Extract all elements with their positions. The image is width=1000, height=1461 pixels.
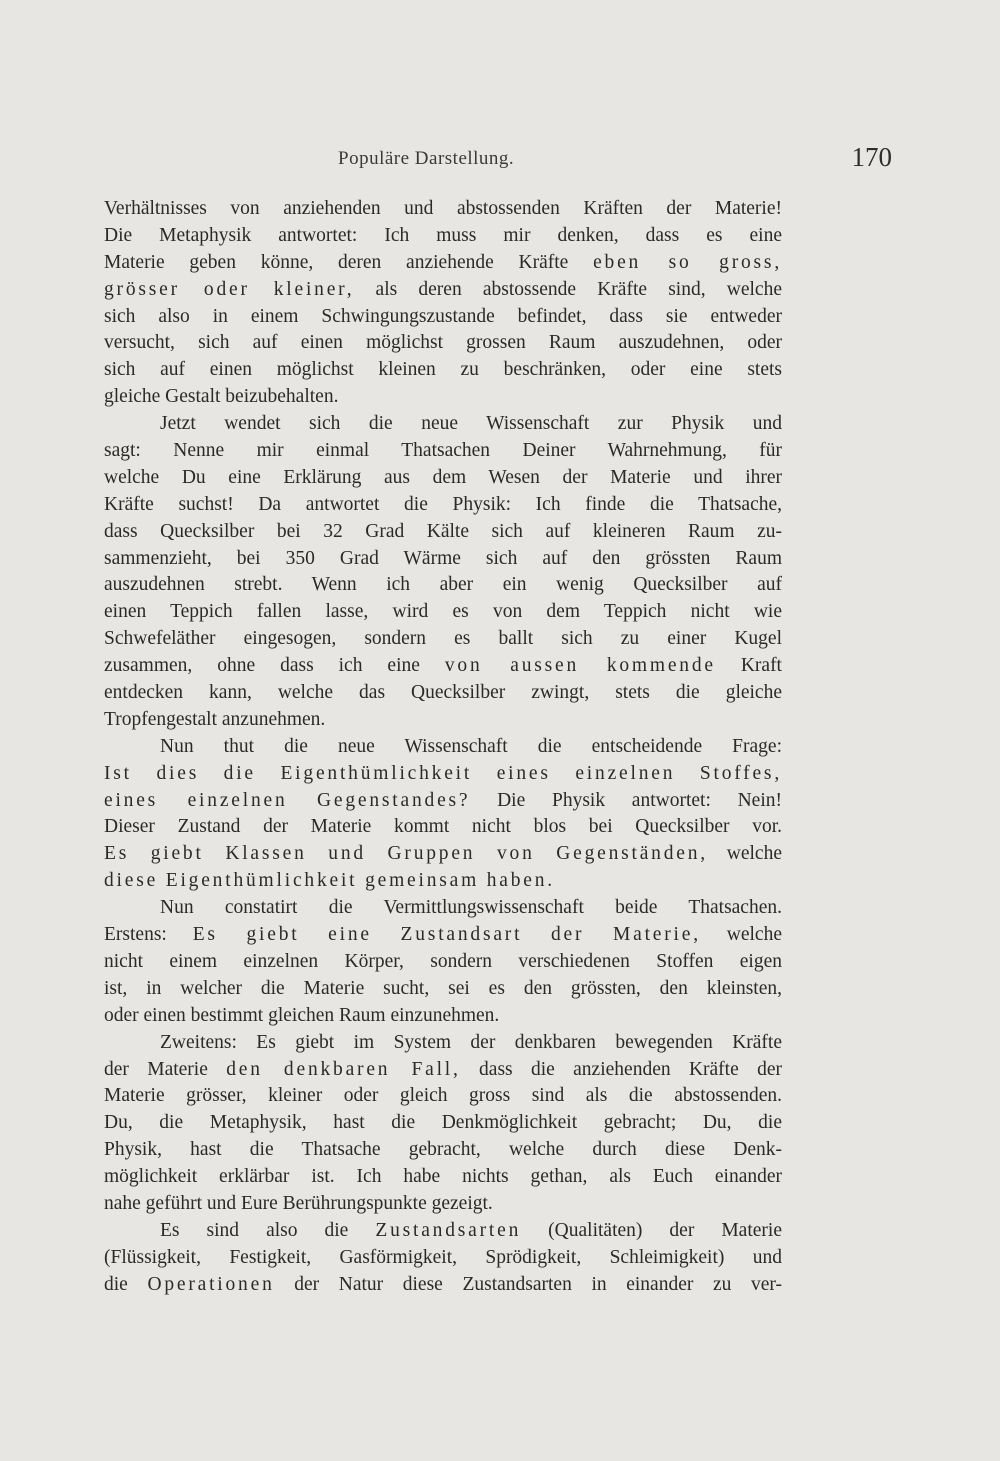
- text-segment: Physik, hast die Thatsache gebracht, welche durch diese Denk-: [104, 1139, 782, 1161]
- text-segment: nahe geführt und Eure Berührungspunkte gezeigt.: [104, 1192, 493, 1214]
- text-segment: Schwefeläther eingesogen, sondern es ballt sich zu einer Kugel: [104, 628, 782, 650]
- text-line: [104, 626, 782, 653]
- text-line: [104, 761, 782, 788]
- text-line: [104, 1057, 782, 1084]
- text-segment: Zweitens: Es giebt im System der denkbaren bewegenden Kräfte: [160, 1031, 782, 1053]
- text-segment: Dieser Zustand der Materie kommt nicht blos bei Quecksilber vor.: [104, 816, 782, 838]
- text-segment: Kraft: [715, 655, 782, 677]
- text-segment: möglichkeit erklärbar ist. Ich habe nichts gethan, als Euch einander: [104, 1166, 782, 1188]
- text-line: [104, 304, 782, 331]
- text-line: [104, 922, 782, 949]
- text-segment: versucht, sich auf einen möglichst grossen Raum auszudehnen, oder: [104, 332, 782, 354]
- text-line: [104, 330, 782, 357]
- text-line: [104, 411, 782, 438]
- text-segment: sagt: Nenne mir einmal Thatsachen Deiner Wahrnehmung, für: [104, 440, 782, 462]
- spaced-emphasis: den denkbaren Fall,: [226, 1058, 461, 1080]
- text-line: [104, 653, 782, 680]
- text-line: [104, 707, 782, 734]
- text-line: [104, 196, 782, 223]
- text-segment: Die Physik antwortet: Nein!: [470, 789, 782, 811]
- text-segment: Kräfte suchst! Da antwortet die Physik: Ich finde die Thatsache,: [104, 493, 782, 515]
- spaced-emphasis: eben so gross,: [593, 251, 782, 273]
- text-segment: (Flüssigkeit, Festigkeit, Gasförmigkeit, Sprödigkeit, Schleimigkeit) und: [104, 1246, 782, 1268]
- text-line: [104, 519, 782, 546]
- text-segment: sich auf einen möglichst kleinen zu beschränken, oder eine stets: [104, 359, 782, 381]
- text-segment: Erstens:: [104, 924, 193, 946]
- text-segment: zusammen, ohne dass ich eine: [104, 655, 445, 677]
- running-head: Populäre Darstellung.: [338, 148, 515, 169]
- text-segment: einen Teppich fallen lasse, wird es von dem Teppich nicht wie: [104, 601, 782, 623]
- text-segment: auszudehnen strebt. Wenn ich aber ein wenig Quecksilber auf: [104, 574, 782, 596]
- text-line: [104, 868, 782, 895]
- text-segment: der Natur diese Zustandsarten in einander zu ver-: [274, 1273, 782, 1295]
- text-line: [104, 841, 782, 868]
- text-segment: Die Metaphysik antwortet: Ich muss mir denken, dass es eine: [104, 224, 782, 246]
- text-line: [104, 814, 782, 841]
- text-segment: Tropfengestalt anzunehmen.: [104, 708, 326, 730]
- spaced-emphasis: Es giebt Klassen und Gruppen von Gegenständen,: [104, 843, 708, 865]
- page-number: 170: [851, 142, 892, 172]
- page-header: [104, 142, 892, 182]
- text-line: [104, 465, 782, 492]
- spaced-emphasis: Zustandsarten: [375, 1219, 522, 1241]
- text-segment: welche Du eine Erklärung aus dem Wesen der Materie und ihrer: [104, 466, 782, 488]
- text-segment: Du, die Metaphysik, hast die Denkmöglichkeit gebracht; Du, die: [104, 1112, 782, 1134]
- spaced-emphasis: Ist dies die Eigenthümlichkeit eines einzelnen Stoffes,: [104, 762, 782, 784]
- text-segment: Materie grösser, kleiner oder gleich gross sind als die abstossenden.: [104, 1085, 782, 1107]
- text-segment: der Materie: [104, 1058, 227, 1080]
- spaced-emphasis: grösser oder kleiner,: [104, 278, 355, 300]
- text-line: [104, 438, 782, 465]
- text-segment: (Qualitäten) der Materie: [521, 1219, 782, 1241]
- text-line: [104, 895, 782, 922]
- text-line: [104, 357, 782, 384]
- text-line: [104, 788, 782, 815]
- text-line: [104, 384, 782, 411]
- text-segment: nicht einem einzelnen Körper, sondern verschiedenen Stoffen eigen: [104, 950, 782, 972]
- text-line: [104, 1272, 782, 1299]
- text-line: [104, 572, 782, 599]
- text-line: [104, 250, 782, 277]
- text-segment: oder einen bestimmt gleichen Raum einzunehmen.: [104, 1004, 500, 1026]
- text-segment: Jetzt wendet sich die neue Wissenschaft zur Physik und: [160, 413, 782, 435]
- text-segment: Materie geben könne, deren anziehende Kräfte: [104, 251, 594, 273]
- text-line: [104, 1137, 782, 1164]
- text-line: [104, 1218, 782, 1245]
- text-segment: gleiche Gestalt beizubehalten.: [104, 386, 339, 408]
- text-segment: dass die anziehenden Kräfte der: [460, 1058, 782, 1080]
- text-line: [104, 1110, 782, 1137]
- text-line: [104, 599, 782, 626]
- spaced-emphasis: von aussen kommende: [444, 655, 716, 677]
- text-line: [104, 1191, 782, 1218]
- body-text: [104, 196, 782, 1299]
- text-segment: welche: [700, 924, 782, 946]
- text-segment: die: [104, 1273, 148, 1295]
- text-segment: welche: [707, 843, 782, 865]
- text-segment: Nun constatirt die Vermittlungswissenschaft beide Thatsachen.: [160, 897, 782, 919]
- text-line: [104, 1003, 782, 1030]
- text-line: [104, 976, 782, 1003]
- text-segment: Es sind also die: [160, 1219, 376, 1241]
- text-segment: Nun thut die neue Wissenschaft die entscheidende Frage:: [160, 735, 782, 757]
- text-line: [104, 277, 782, 304]
- spaced-emphasis: diese Eigenthümlichkeit gemeinsam haben.: [104, 870, 555, 892]
- text-line: [104, 1164, 782, 1191]
- spaced-emphasis: Operationen: [147, 1273, 275, 1295]
- text-line: [104, 492, 782, 519]
- text-segment: entdecken kann, welche das Quecksilber zwingt, stets die gleiche: [104, 682, 782, 704]
- text-line: [104, 1030, 782, 1057]
- text-segment: Verhältnisses von anziehenden und abstossenden Kräften der Materie!: [104, 198, 782, 219]
- text-segment: sammenzieht, bei 350 Grad Wärme sich auf den grössten Raum: [104, 547, 782, 569]
- text-line: [104, 734, 782, 761]
- text-segment: sich also in einem Schwingungszustande befindet, dass sie entweder: [104, 305, 782, 327]
- text-line: [104, 223, 782, 250]
- spaced-emphasis: Es giebt eine Zustandsart der Materie,: [192, 924, 701, 946]
- text-line: [104, 1083, 782, 1110]
- text-line: [104, 949, 782, 976]
- text-segment: als deren abstossende Kräfte sind, welche: [354, 278, 782, 300]
- text-line: [104, 546, 782, 573]
- spaced-emphasis: eines einzelnen Gegenstandes?: [104, 789, 471, 811]
- text-segment: ist, in welcher die Materie sucht, sei es den grössten, den kleinsten,: [104, 977, 782, 999]
- text-segment: dass Quecksilber bei 32 Grad Kälte sich auf kleineren Raum zu-: [104, 520, 782, 542]
- text-line: [104, 1245, 782, 1272]
- text-line: [104, 680, 782, 707]
